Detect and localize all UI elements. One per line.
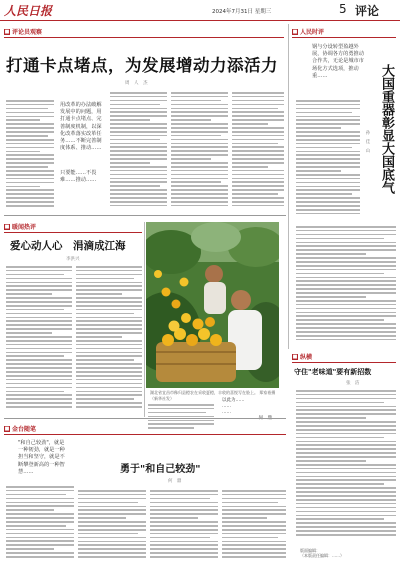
- tag-label: 评论员观察: [12, 29, 43, 36]
- tag-marker-icon: ■: [292, 28, 298, 35]
- section-tag-jintai-essay: [4, 424, 36, 433]
- tag-label: 暖闻热评: [12, 224, 37, 231]
- teaser-quote: 钢与分设转型盈越外展，协调各方的勇推动合作共，无论是城市市场化方式选项，推动重……: [312, 44, 364, 79]
- poem-credit: 何 鼎: [258, 416, 272, 421]
- article-body-column: [296, 100, 360, 220]
- pullquote: 只要能……不畏难……推动……: [60, 170, 97, 184]
- issue-date: 2024年7月31日 星期三: [212, 9, 272, 15]
- article-body-column: [296, 226, 396, 346]
- page-number: 5: [339, 2, 347, 16]
- footer-editor: 版面编辑：: [300, 548, 320, 553]
- poem-line: ……: [222, 404, 231, 409]
- tag-marker-icon: ■: [4, 28, 10, 35]
- main-headline: 打通卡点堵点，为发展增动力添活力: [6, 56, 278, 75]
- article-body-column: [222, 490, 286, 560]
- divider: [4, 215, 286, 216]
- tag-marker-icon: ■: [4, 223, 10, 230]
- essay-byline: 何 鼎: [168, 479, 182, 484]
- tag-label: 纵横: [300, 354, 313, 361]
- article-body-column: [78, 490, 146, 560]
- section-rule: [292, 37, 396, 38]
- section-tag-perspectives: [292, 352, 312, 361]
- orange-harvest-photo: [146, 222, 279, 388]
- column-divider: [144, 222, 145, 417]
- section-rule: [4, 37, 284, 38]
- article-body-column: [296, 390, 396, 540]
- tag-label: 人民时评: [300, 29, 325, 36]
- warm-news-headline: 爱心动人心 涓滴成江海: [10, 240, 126, 252]
- article-body-column: [6, 266, 72, 414]
- commentary-headline: 大国重器彰显大国底气: [379, 64, 394, 194]
- article-body-column: [232, 92, 284, 212]
- tag-marker-icon: ■: [292, 353, 298, 360]
- article-body-column: [6, 100, 54, 212]
- main-byline: 周 人 杰: [125, 81, 148, 86]
- commentary-byline: 孙 佳 山: [365, 130, 370, 153]
- section-tag-people-review: [292, 27, 324, 36]
- tag-label: 金台随笔: [12, 426, 37, 433]
- newspaper-logo: 人民日报: [4, 4, 53, 18]
- article-body-column: [171, 92, 228, 212]
- divider: [4, 418, 286, 419]
- perspectives-byline: 张 洁: [346, 381, 360, 386]
- column-divider: [288, 24, 289, 349]
- section-rule: [292, 362, 396, 363]
- article-body-column: [110, 92, 167, 212]
- warm-news-byline: 李洪兴: [66, 257, 80, 262]
- essay-pullquote: "和自己较劲"，就是一种韧劲，就是一种担当和坚守，就是不断攀登新高的一种智慧……: [18, 440, 65, 475]
- section-tag-warm-news: [4, 222, 36, 231]
- section-rule: [4, 232, 142, 233]
- essay-headline: 勇于"和自己较劲": [120, 464, 201, 475]
- article-body-column: [150, 490, 218, 560]
- footer-note: （本版责任编辑：……）: [300, 553, 344, 558]
- news-photo: [146, 222, 279, 388]
- caption-text: 湖北省宜昌市秭归县橙农在采收夏橙，丰收的喜悦写在脸上。: [150, 390, 258, 395]
- caption-credit: 郑家裕摄（新华社发）: [150, 390, 276, 401]
- section-tag-commentary: [4, 27, 42, 36]
- poem-line: ……: [222, 410, 231, 415]
- article-body-column: [148, 404, 214, 434]
- perspectives-headline: 守住"老味道"要有新招数: [294, 368, 372, 376]
- section-name: 评论: [355, 4, 380, 18]
- poem-line: 以此为……: [222, 398, 245, 403]
- article-body-column: [6, 486, 74, 560]
- section-rule: [4, 434, 286, 435]
- page-footer: [300, 548, 396, 558]
- tag-marker-icon: ■: [4, 425, 10, 432]
- pullquote: 用改革的办法破解发展中的问题，用打通卡点堵点、完善制度机制，以深化改革落实改革任务……不断完善制度体系、推动……: [60, 102, 102, 152]
- article-body-column: [76, 266, 142, 414]
